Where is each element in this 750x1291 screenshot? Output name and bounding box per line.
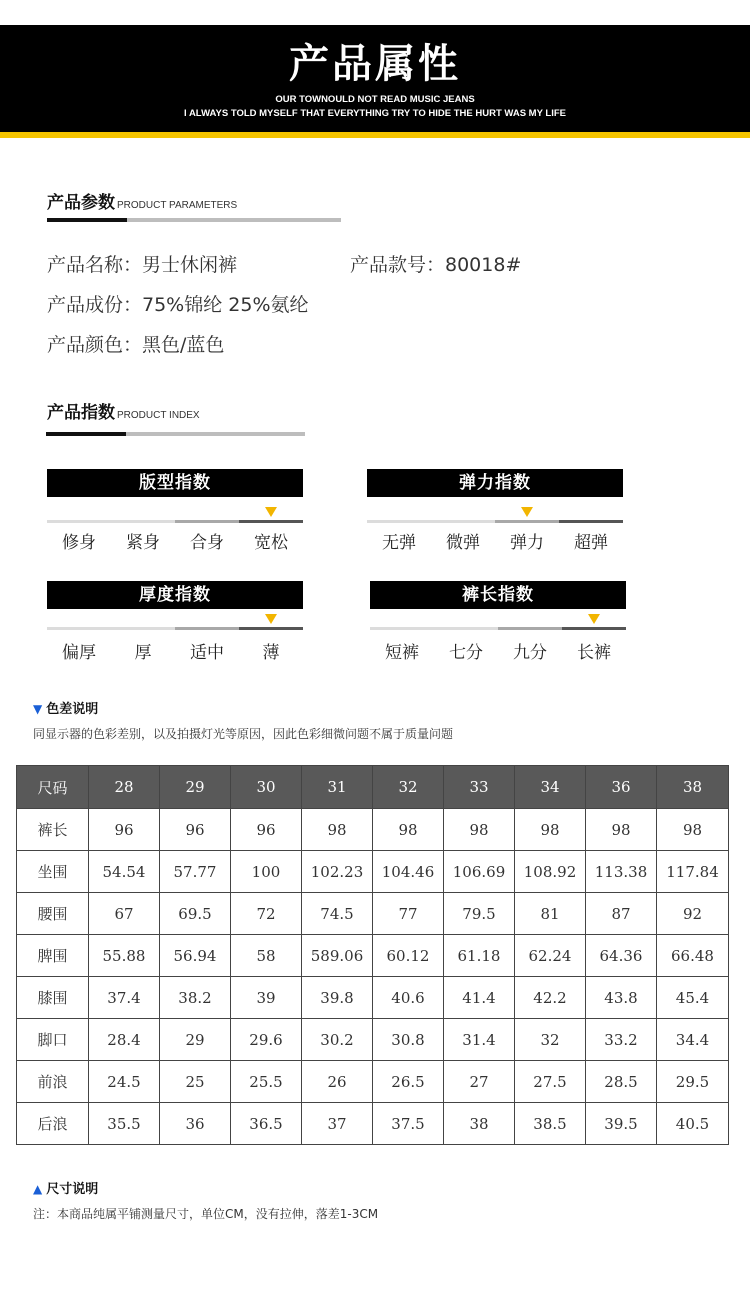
table-cell: 25.5 [231, 1061, 302, 1103]
index-scale-segment [495, 520, 559, 523]
selected-marker-icon [521, 507, 533, 517]
table-cell: 113.38 [586, 851, 657, 893]
table-cell: 33.2 [586, 1019, 657, 1061]
table-cell: 92 [657, 893, 729, 935]
table-cell: 37.4 [89, 977, 160, 1019]
index-option: 厚 [134, 643, 152, 663]
table-cell: 66.48 [657, 935, 729, 977]
index-scale-segment [434, 627, 498, 630]
table-row [17, 809, 729, 851]
page-title: 产品属性 [289, 41, 461, 87]
params-heading-en: PRODUCT PARAMETERS [117, 200, 238, 211]
selected-marker-icon [265, 614, 277, 624]
table-cell: 98 [302, 809, 373, 851]
param-style-no: 产品款号：80018# [350, 254, 522, 276]
index-heading [47, 398, 200, 423]
index-option: 修身 [62, 533, 96, 553]
header-accent-bar [0, 132, 750, 138]
table-cell: 29 [160, 766, 231, 809]
table-cell: 29.5 [657, 1061, 729, 1103]
table-row [17, 1103, 729, 1145]
index-scale-segment [111, 520, 175, 523]
table-cell: 25 [160, 1061, 231, 1103]
index-scale-segment [111, 627, 175, 630]
table-cell: 30.2 [302, 1019, 373, 1061]
index-scale-segment [367, 520, 431, 523]
table-cell: 98 [444, 809, 515, 851]
table-cell: 38.5 [515, 1103, 586, 1145]
table-cell: 56.94 [160, 935, 231, 977]
row-label-cell: 裤长 [17, 809, 89, 851]
table-cell: 28.5 [586, 1061, 657, 1103]
table-cell: 79.5 [444, 893, 515, 935]
table-cell: 98 [373, 809, 444, 851]
index-scale-segment [562, 627, 626, 630]
header-subtitle-2: I ALWAYS TOLD MYSELF THAT EVERYTHING TRY TO HIDE THE HURT WAS MY LIFE [184, 108, 566, 119]
table-cell: 60.12 [373, 935, 444, 977]
table-cell: 98 [586, 809, 657, 851]
table-cell: 38 [657, 766, 729, 809]
index-block-title: 厚度指数 [47, 581, 303, 609]
table-cell: 96 [89, 809, 160, 851]
table-cell: 39.5 [586, 1103, 657, 1145]
params-underline-light [127, 218, 341, 222]
index-scale-segment [431, 520, 495, 523]
header-subtitle-1: OUR TOWNOULD NOT READ MUSIC JEANS [275, 94, 475, 105]
index-scale-segment [559, 520, 623, 523]
table-cell: 54.54 [89, 851, 160, 893]
table-cell: 74.5 [302, 893, 373, 935]
table-cell: 28.4 [89, 1019, 160, 1061]
index-option: 无弹 [382, 533, 416, 553]
table-cell: 36 [160, 1103, 231, 1145]
selected-marker-icon [588, 614, 600, 624]
params-heading [47, 188, 237, 213]
table-cell: 96 [160, 809, 231, 851]
table-cell: 38.2 [160, 977, 231, 1019]
table-cell: 58 [231, 935, 302, 977]
index-scale-segment [239, 627, 303, 630]
row-label-cell: 脾围 [17, 935, 89, 977]
table-cell: 37 [302, 1103, 373, 1145]
row-label-cell: 尺码 [17, 766, 89, 809]
table-header-row [17, 766, 729, 809]
size-note-text: 注：本商品纯属平铺测量尺寸，单位CM，没有拉伸，落差1-3CM [33, 1207, 379, 1221]
row-label-cell: 膝围 [17, 977, 89, 1019]
table-cell: 35.5 [89, 1103, 160, 1145]
table-row [17, 851, 729, 893]
triangle-up-icon: ▲ [33, 1182, 43, 1196]
table-cell: 36 [586, 766, 657, 809]
table-cell: 33 [444, 766, 515, 809]
triangle-down-icon: ▼ [33, 702, 43, 716]
index-block-title: 版型指数 [47, 469, 303, 497]
table-cell: 24.5 [89, 1061, 160, 1103]
param-composition: 产品成份：75%锦纶 25%氨纶 [47, 294, 309, 316]
table-cell: 39.8 [302, 977, 373, 1019]
index-option: 紧身 [126, 533, 160, 553]
index-option: 超弹 [574, 533, 608, 553]
table-cell: 106.69 [444, 851, 515, 893]
table-cell: 26.5 [373, 1061, 444, 1103]
table-cell: 40.5 [657, 1103, 729, 1145]
table-cell: 41.4 [444, 977, 515, 1019]
index-heading-cn: 产品指数 [47, 403, 115, 423]
size-note-heading [33, 1178, 98, 1197]
table-cell: 108.92 [515, 851, 586, 893]
table-row [17, 935, 729, 977]
index-option: 薄 [262, 643, 280, 663]
table-cell: 117.84 [657, 851, 729, 893]
table-cell: 100 [231, 851, 302, 893]
index-option: 九分 [513, 643, 547, 663]
table-cell: 62.24 [515, 935, 586, 977]
table-cell: 32 [515, 1019, 586, 1061]
index-underline-dark [46, 432, 126, 436]
table-cell: 102.23 [302, 851, 373, 893]
table-cell: 67 [89, 893, 160, 935]
table-cell: 57.77 [160, 851, 231, 893]
row-label-cell: 脚口 [17, 1019, 89, 1061]
color-note-text: 同显示器的色彩差别，以及拍摄灯光等原因，因此色彩细微问题不属于质量问题 [33, 727, 454, 741]
row-label-cell: 后浪 [17, 1103, 89, 1145]
index-option: 宽松 [254, 533, 288, 553]
selected-marker-icon [265, 507, 277, 517]
row-label-cell: 腰围 [17, 893, 89, 935]
row-label-cell: 坐围 [17, 851, 89, 893]
table-cell: 64.36 [586, 935, 657, 977]
params-heading-cn: 产品参数 [47, 193, 115, 213]
index-option: 七分 [449, 643, 483, 663]
table-cell: 27.5 [515, 1061, 586, 1103]
table-cell: 72 [231, 893, 302, 935]
index-scale-segment [498, 627, 562, 630]
index-scale-segment [239, 520, 303, 523]
table-cell: 31 [302, 766, 373, 809]
index-option: 适中 [190, 643, 224, 663]
row-label-cell: 前浪 [17, 1061, 89, 1103]
table-cell: 45.4 [657, 977, 729, 1019]
index-scale-segment [370, 627, 434, 630]
table-cell: 38 [444, 1103, 515, 1145]
index-option: 合身 [190, 533, 224, 553]
table-cell: 77 [373, 893, 444, 935]
table-row [17, 1019, 729, 1061]
index-underline-light [126, 432, 305, 436]
table-cell: 30 [231, 766, 302, 809]
table-cell: 29.6 [231, 1019, 302, 1061]
table-cell: 34.4 [657, 1019, 729, 1061]
table-row [17, 977, 729, 1019]
table-cell: 43.8 [586, 977, 657, 1019]
index-scale-segment [175, 520, 239, 523]
index-block-title: 裤长指数 [370, 581, 626, 609]
color-note-heading [33, 698, 98, 717]
table-cell: 104.46 [373, 851, 444, 893]
index-option: 短裤 [385, 643, 419, 663]
table-cell: 42.2 [515, 977, 586, 1019]
param-name: 产品名称：男士休闲裤 [47, 254, 238, 276]
index-option: 微弹 [446, 533, 480, 553]
size-note-title: 尺寸说明 [46, 1182, 99, 1197]
table-cell: 26 [302, 1061, 373, 1103]
table-cell: 29 [160, 1019, 231, 1061]
table-cell: 34 [515, 766, 586, 809]
table-cell: 69.5 [160, 893, 231, 935]
index-option: 偏厚 [62, 643, 96, 663]
table-cell: 98 [515, 809, 586, 851]
table-cell: 55.88 [89, 935, 160, 977]
param-color: 产品颜色：黑色/蓝色 [47, 334, 225, 356]
table-cell: 61.18 [444, 935, 515, 977]
size-table [16, 765, 729, 1145]
table-row [17, 1061, 729, 1103]
index-scale-segment [175, 627, 239, 630]
table-cell: 32 [373, 766, 444, 809]
table-row [17, 893, 729, 935]
table-cell: 98 [657, 809, 729, 851]
params-underline-dark [47, 218, 127, 222]
table-cell: 96 [231, 809, 302, 851]
table-cell: 87 [586, 893, 657, 935]
table-cell: 27 [444, 1061, 515, 1103]
table-cell: 36.5 [231, 1103, 302, 1145]
index-scale-segment [47, 520, 111, 523]
index-option: 长裤 [577, 643, 611, 663]
table-cell: 31.4 [444, 1019, 515, 1061]
table-cell: 589.06 [302, 935, 373, 977]
index-option: 弹力 [510, 533, 544, 553]
color-note-title: 色差说明 [46, 702, 99, 717]
table-cell: 81 [515, 893, 586, 935]
table-cell: 30.8 [373, 1019, 444, 1061]
table-cell: 28 [89, 766, 160, 809]
index-heading-en: PRODUCT INDEX [117, 410, 200, 421]
index-scale-segment [47, 627, 111, 630]
table-cell: 39 [231, 977, 302, 1019]
index-block-title: 弹力指数 [367, 469, 623, 497]
table-cell: 37.5 [373, 1103, 444, 1145]
table-cell: 40.6 [373, 977, 444, 1019]
